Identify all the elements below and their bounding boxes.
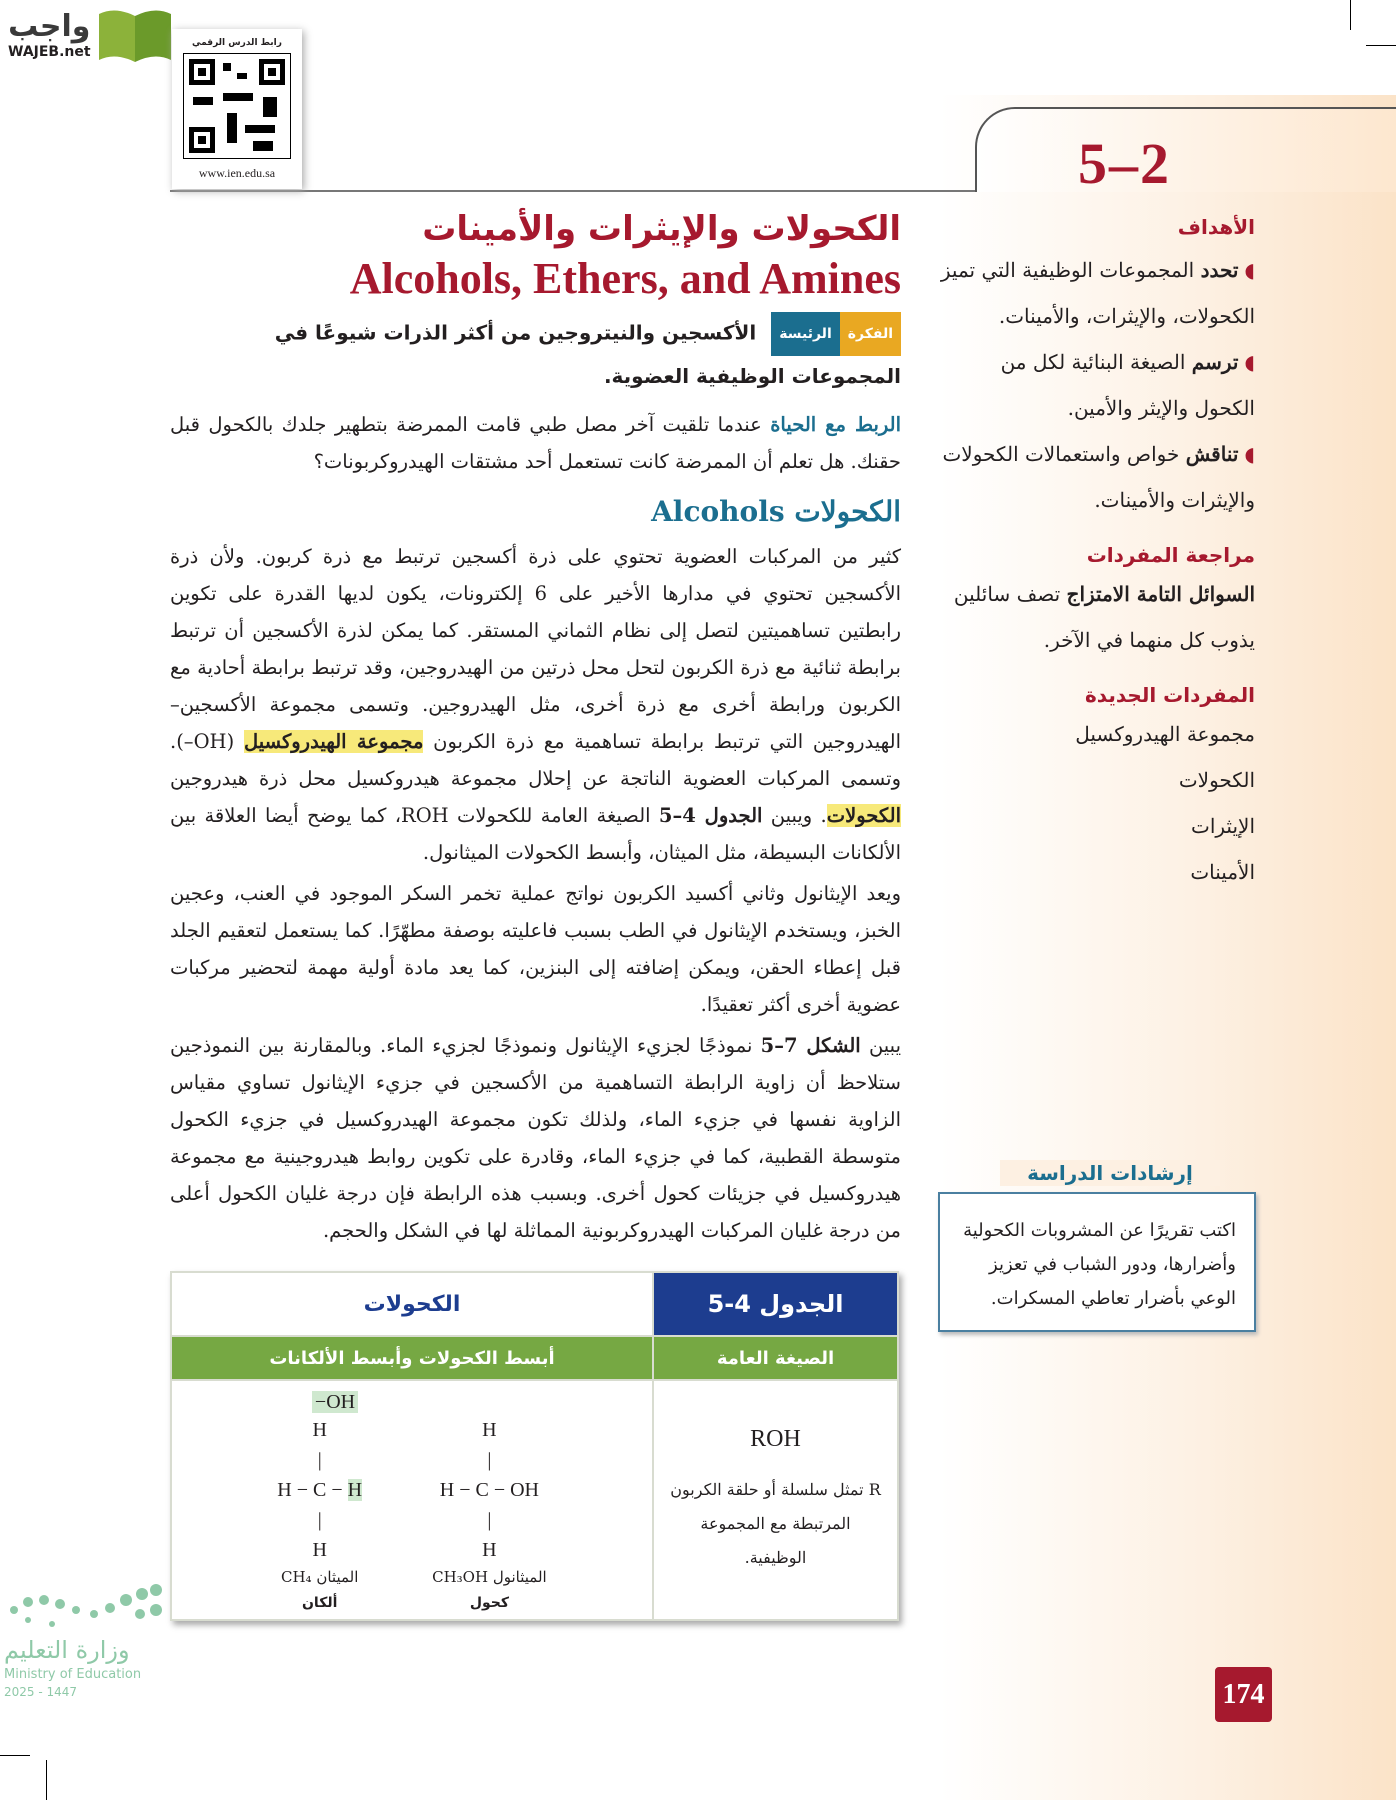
lesson-number: 5–2 [1078, 131, 1171, 196]
life-link-label: الربط مع الحياة [770, 413, 901, 436]
methanol-structure: H | H − C − OH | H الميثانول CH₃OH كحول [432, 1419, 547, 1611]
table-5-4 [170, 1271, 899, 1621]
methanol-formula: CH₃OH [432, 1568, 489, 1586]
p1-text: كثير من المركبات العضوية تحتوي على ذرة أكسجين ترتبط مع ذرة كربون. ولأن ذرة الأكسجين تحتوي في مدارها الأخير على 6 إلكترونات، يكون لديها القدرة على تكوين رابطتين تساهميتين لتصل إلى نظام الثماني المستقر. كما يمكن لذرة الأكسجين أن ترتبط برابطة ثنائية مع ذرة الكربون لتحل محل ذرتين من الهيدروجين، وقد ترتبط برابطة أحادية مع الكربون ورابطة أخرى مع ذرة أخرى، مثل الهيدروجين. وتسمى مجموعة الأكسجين–الهيدروجين التي ترتبط برابطة تساهمية مع ذرة الكربون [170, 545, 902, 753]
p1-text-c: . ويبين [770, 804, 827, 827]
sidebar [935, 215, 1255, 895]
alkane-label: ألكان [301, 1595, 338, 1611]
paragraph-2: ويعد الإيثانول وثاني أكسيد الكربون نواتج عملية تخمر السكر الموجود في العنب، وعجين الخبز، ويستخدم الإيثانول في الطب بسبب فاعليته بوصفة مطهّرًا. كما يستعمل لتعقيم الجلد قبل إعطاء الحقن، ويمكن إضافته إلى البنزين، كما يعد مادة أولية مهمة لتحضير مركبات عضوية أخرى أكثر تعقيدًا. [170, 882, 901, 1016]
main-idea-text: الأكسجين والنيتروجين من أكثر الذرات شيوعًا في المجموعات الوظيفية العضوية. [274, 320, 901, 388]
objective-text: خواص واستعمالات الكحولات والإيثرات والأمينات. [942, 442, 1255, 512]
logo-en: WAJEB.net [8, 44, 91, 60]
study-tips-title: إرشادات الدراسة [1000, 1160, 1220, 1186]
table-group: الكحولات [171, 1272, 653, 1336]
ministry-year: 2025 - 1447 [4, 1685, 78, 1699]
general-formula: ROH [750, 1425, 801, 1452]
alcohol-label: كحول [469, 1595, 509, 1611]
qr-url[interactable]: www.ien.edu.sa [198, 166, 276, 180]
review-title: مراجعة المفردات [1086, 543, 1255, 567]
book-icon [95, 6, 175, 64]
figure-ref: الشكل 7–5 [760, 1034, 861, 1057]
p3-text: يبين [868, 1034, 901, 1057]
main-column [170, 206, 901, 1621]
vocab-item[interactable]: الأمينات [1190, 860, 1255, 884]
col-header-simplest: أبسط الكحولات وأبسط الألكانات [171, 1336, 653, 1380]
badge-main: الرئيسة [771, 312, 839, 356]
title-arabic: الكحولات والإيثرات والأمينات [422, 209, 901, 249]
objective-2: ◖ترسم الصيغة البنائية لكل من الكحول والإيثر والأمين. [1000, 350, 1255, 420]
table-caption: الجدول 4-5 [653, 1272, 898, 1336]
ministry-en: Ministry of Education [4, 1667, 142, 1682]
methane-structure: −OH H | H − C − H | H الميثان CH₄ ألكان [277, 1391, 363, 1611]
paragraph-3 [170, 1027, 901, 1249]
ministry-dots-icon [4, 1580, 164, 1630]
qr-code-icon[interactable] [183, 53, 291, 159]
objective-3: ◖تناقش خواص واستعمالات الكحولات والإيثرات والأمينات. [942, 442, 1255, 512]
objective-text: المجموعات الوظيفية التي تميز الكحولات، والإيثرات، والأمينات. [940, 258, 1255, 328]
divider [170, 190, 975, 192]
methanol-name: الميثانول [492, 1568, 547, 1586]
vocab-item[interactable]: الإيثرات [1191, 814, 1255, 838]
term-hydroxyl: مجموعة الهيدروكسيل [243, 730, 424, 753]
objective-1: ◖تحدد المجموعات الوظيفية التي تميز الكحولات، والإيثرات، والأمينات. [940, 258, 1255, 328]
objective-verb: ترسم [1191, 350, 1239, 374]
vocab-item[interactable]: الكحولات [1178, 768, 1255, 792]
lesson-tab [975, 107, 1396, 192]
ministry-ar: وزارة التعليم [4, 1636, 130, 1664]
objective-text: الصيغة البنائية لكل من الكحول والإيثر والأمين. [1000, 350, 1255, 420]
title-english: Alcohols, Ethers, and Amines [349, 254, 901, 303]
review-item [935, 571, 1255, 663]
review-text: تصف سائلين يذوب كل منهما في الآخر. [953, 582, 1255, 652]
qr-label: رابط الدرس الرقمي [192, 38, 282, 48]
life-link-text: عندما تلقيت آخر مصل طبي قامت الممرضة بتطهير جلدك بالكحول قبل حقنك. هل تعلم أن الممرضة كانت تستعمل أحد مشتقات الهيدروكربونات؟ [170, 413, 901, 473]
logo-ar: واجب [8, 9, 91, 44]
table-ref: الجدول 4–5 [658, 804, 763, 827]
badge-idea: الفكرة [840, 312, 901, 356]
vocab-item[interactable]: مجموعة الهيدروكسيل [1075, 722, 1255, 746]
wajeb-logo [8, 6, 175, 64]
objective-verb: تناقش [1185, 442, 1239, 466]
ministry-logo [4, 1580, 164, 1700]
objective-verb: تحدد [1200, 258, 1239, 282]
p1-text-d: الصيغة العامة للكحولات ROH، كما يوضح أيضا العلاقة بين الألكانات البسيطة، مثل الميثان، وأبسط الكحولات الميثانول. [170, 804, 901, 864]
oh-group-label: −OH [312, 1391, 358, 1413]
paragraph-1 [170, 538, 901, 871]
page-number: 174 [1215, 1667, 1272, 1722]
p3-text-b: نموذجًا لجزيء الإيثانول ونموذجًا لجزيء الماء. وبالمقارنة بين النموذجين ستلاحظ أن زاوية الرابطة التساهمية من الأكسجين في جزيء الإيثانول تساوي مقياس الزاوية نفسها في جزيء الماء، ولذلك تكون مجموعة الهيدروكسيل في جزيء الكحول متوسطة القطبية، كما في جزيء الماء، وقادرة على تكوين روابط هيدروجينية مع مجموعة هيدروكسيل في جزيئات كحول أخرى. وبسبب هذه الرابطة فإن درجة غليان الكحول أعلى من درجة غليان المركبات الهيدروكربونية المماثلة لها في الشكل والحجم. [170, 1034, 901, 1242]
new-vocab-title: المفردات الجديدة [1085, 683, 1255, 707]
formula-description: R تمثل سلسلة أو حلقة الكربون المرتبطة مع المجموعة الوظيفية. [670, 1479, 881, 1567]
p1-text-b: (OH–). وتسمى المركبات العضوية الناتجة عن إحلال مجموعة هيدروكسيل محل ذرة هيدروجين [170, 730, 901, 790]
main-idea [170, 312, 901, 396]
col-header-formula: الصيغة العامة [653, 1336, 898, 1380]
study-tips-box: اكتب تقريرًا عن المشروبات الكحولية وأضرارها، ودور الشباب في تعزيز الوعي بأضرار تعاطي المسكرات. [938, 1192, 1256, 1332]
term-alcohols: الكحولات [826, 804, 902, 827]
qr-card[interactable] [172, 29, 302, 189]
main-idea-badge [771, 312, 901, 356]
section-heading: الكحولات Alcohols [651, 495, 901, 528]
life-link [170, 406, 901, 480]
methane-formula: CH₄ [280, 1568, 312, 1586]
methane-name: الميثان [316, 1568, 359, 1586]
objectives-title: الأهداف [1177, 215, 1255, 239]
review-term: السوائل التامة الامتزاج [1066, 582, 1255, 606]
